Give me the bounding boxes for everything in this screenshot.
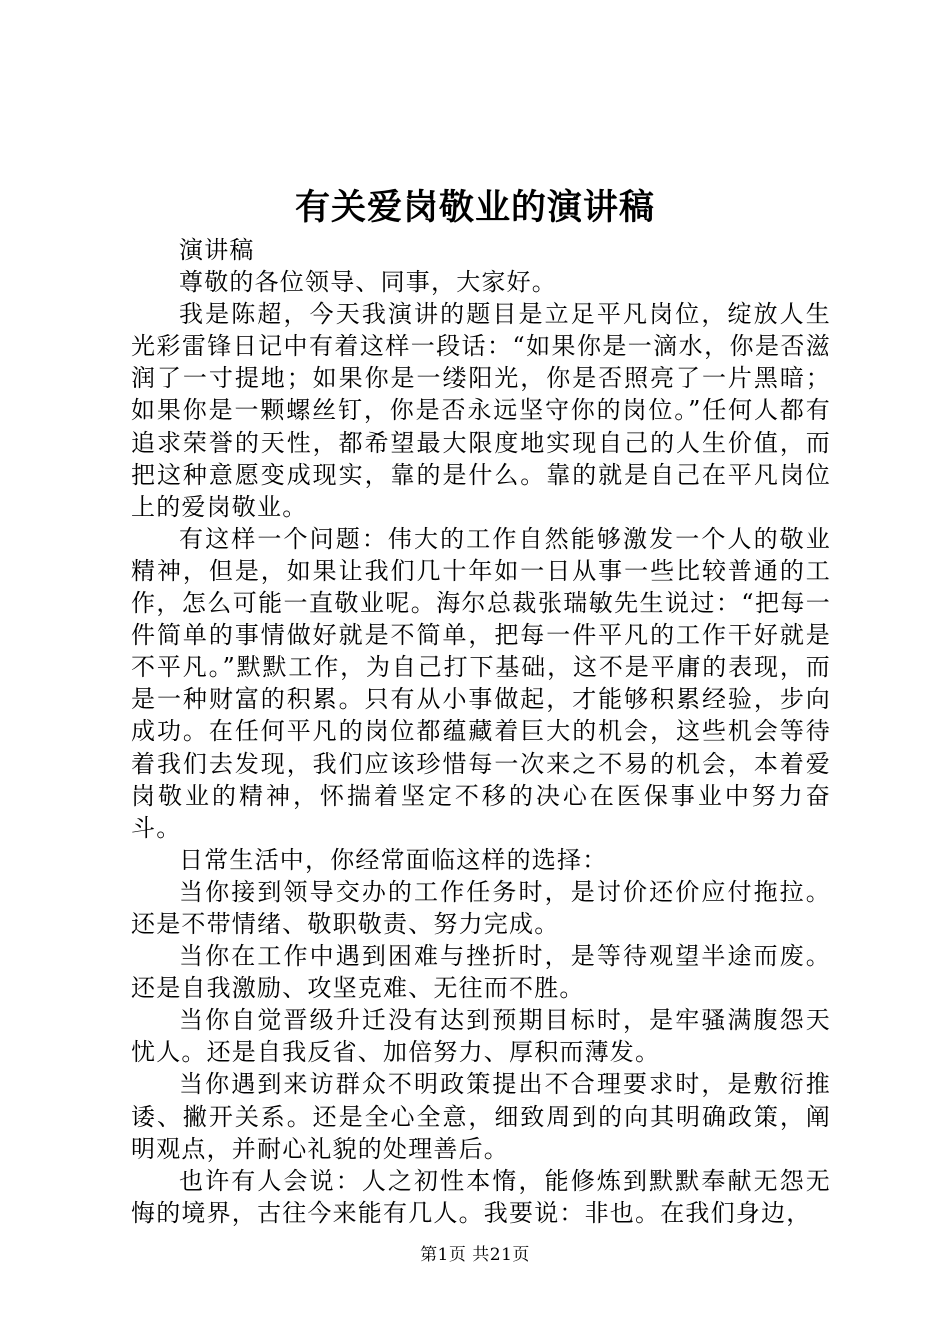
paragraph-greeting: 尊敬的各位领导、同事，大家好。	[179, 268, 557, 297]
paragraph: 当你自觉晋级升迁没有达到预期目标时，是牢骚满腹怨天忧人。还是自我反省、加倍努力、厚积而薄发。	[131, 1006, 831, 1067]
document-body	[131, 234, 831, 1229]
paragraph-heading: 演讲稿	[179, 236, 255, 264]
paragraph: 日常生活中，你经常面临这样的选择：	[179, 845, 608, 874]
paragraph: 当你在工作中遇到困难与挫折时，是等待观望半途而废。还是自我激励、攻坚克难、无往而不胜。	[131, 942, 831, 1003]
paragraph: 也许有人会说：人之初性本惰，能修炼到默默奉献无怨无悔的境界，古往今来能有几人。我要说：非也。在我们身边，	[131, 1166, 831, 1227]
paragraph: 有这样一个问题：伟大的工作自然能够激发一个人的敬业精神，但是，如果让我们几十年如一日从事一些比较普通的工作，怎么可能一直敬业呢。海尔总裁张瑞敏先生说过：“把每一件简单的事情做好就是不简单，把每一件平凡的工作干好就是不平凡。”默默工作，为自己打下基础，这不是平庸的表现，而是一种财富的积累。只有从小事做起，才能够积累经验，步向成功。在任何平凡的岗位都蕴藏着巨大的机会，这些机会等待着我们去发现，我们应该珍惜每一次来之不易的机会，本着爱岗敬业的精神，怀揣着坚定不移的决心在医保事业中努力奋斗。	[131, 524, 831, 842]
paragraph: 当你遇到来访群众不明政策提出不合理要求时，是敷衍推诿、撇开关系。还是全心全意，细致周到的向其明确政策，阐明观点，并耐心礼貌的处理善后。	[131, 1070, 831, 1163]
paragraph: 当你接到领导交办的工作任务时，是讨价还价应付拖拉。还是不带情绪、敬职敬责、努力完成。	[131, 877, 831, 938]
page-footer: 第1页 共21页	[420, 1245, 530, 1265]
document-title: 有关爱岗敬业的演讲稿	[294, 187, 655, 228]
paragraph: 我是陈超，今天我演讲的题目是立足平凡岗位，绽放人生光彩雷锋日记中有着这样一段话：“如果你是一滴水，你是否滋润了一寸提地；如果你是一缕阳光，你是否照亮了一片黑暗；如果你是一颗螺丝钉，你是否永远坚守你的岗位。”任何人都有追求荣誉的天性，都希望最大限度地实现自己的人生价值，而把这种意愿变成现实，靠的是什么。靠的就是自己在平凡岗位上的爱岗敬业。	[131, 300, 831, 521]
